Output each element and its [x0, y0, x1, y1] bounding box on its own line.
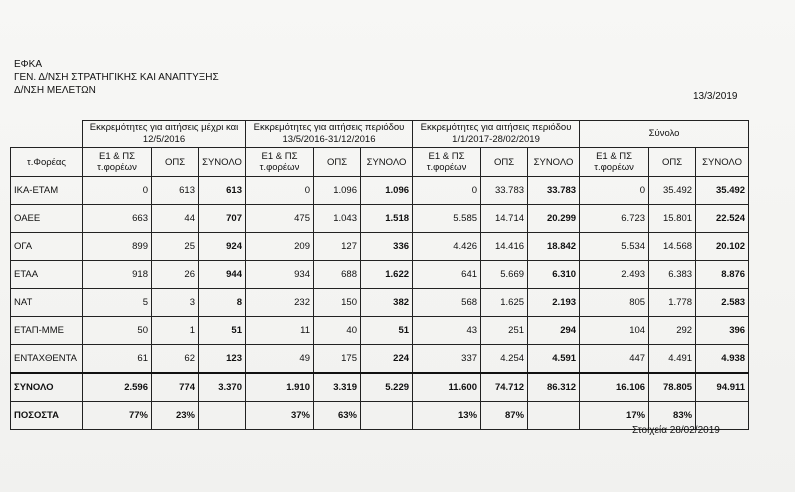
table-cell: 6.723: [580, 205, 649, 233]
directorate: Δ/ΝΣΗ ΜΕΛΕΤΩΝ: [14, 85, 96, 96]
table-cell: 175: [314, 345, 361, 374]
table-cell: 1.096: [361, 177, 413, 205]
table-cell: 0: [83, 177, 152, 205]
table-cell: 613: [152, 177, 199, 205]
column-header: Ε1 & ΠΣ τ.φορέων: [83, 148, 152, 177]
table-cell: 23%: [152, 402, 199, 430]
document-date: 13/3/2019: [693, 91, 738, 102]
table-cell: 774: [152, 373, 199, 402]
table-cell: 805: [580, 289, 649, 317]
table-cell: 63%: [314, 402, 361, 430]
column-header-row: [11, 148, 749, 177]
table-cell: 83%: [649, 402, 696, 430]
table-cell: 2.193: [528, 289, 580, 317]
table-cell: 209: [246, 233, 314, 261]
table-cell: 77%: [83, 402, 152, 430]
table-body: [11, 177, 749, 430]
table-cell: 294: [528, 317, 580, 345]
column-header: Ε1 & ΠΣ τ.φορέων: [413, 148, 481, 177]
table-row: [11, 261, 749, 289]
table-cell: 224: [361, 345, 413, 374]
table-cell: 1.518: [361, 205, 413, 233]
table-cell: 43: [413, 317, 481, 345]
table-row: [11, 317, 749, 345]
table-cell: 447: [580, 345, 649, 374]
table-cell: 6.383: [649, 261, 696, 289]
table-row: [11, 205, 749, 233]
table-cell: 25: [152, 233, 199, 261]
table-cell: 14.568: [649, 233, 696, 261]
table-cell: 87%: [481, 402, 528, 430]
table-cell: 2.583: [696, 289, 749, 317]
table-cell: 3.370: [199, 373, 246, 402]
table-cell: 14.714: [481, 205, 528, 233]
corner-cell: [11, 121, 83, 148]
table-cell: 5.585: [413, 205, 481, 233]
row-label: ΕΤΑΠ-ΜΜΕ: [11, 317, 83, 345]
table-cell: 104: [580, 317, 649, 345]
table-cell: 49: [246, 345, 314, 374]
table-cell: 11.600: [413, 373, 481, 402]
row-label: ΟΑΕΕ: [11, 205, 83, 233]
table-cell: 5.534: [580, 233, 649, 261]
table-cell: 251: [481, 317, 528, 345]
table-cell: [528, 402, 580, 430]
row-label: ΕΤΑΑ: [11, 261, 83, 289]
column-header: ΣΥΝΟΛΟ: [528, 148, 580, 177]
table-cell: 33.783: [481, 177, 528, 205]
data-source-note: Στοιχεία 28/02/2019: [632, 425, 720, 436]
table-row: [11, 345, 749, 374]
column-header: ΟΠΣ: [649, 148, 696, 177]
table-cell: 292: [649, 317, 696, 345]
table-cell: 4.591: [528, 345, 580, 374]
row-label: ΕΝΤΑΧΘΕΝΤΑ: [11, 345, 83, 374]
group-header: Εκκρεμότητες για αιτήσεις περιόδου 1/1/2017-28/02/2019: [413, 121, 580, 148]
table-cell: 86.312: [528, 373, 580, 402]
table-cell: 4.491: [649, 345, 696, 374]
table-cell: 613: [199, 177, 246, 205]
table-cell: 33.783: [528, 177, 580, 205]
table-cell: 18.842: [528, 233, 580, 261]
table-cell: 150: [314, 289, 361, 317]
group-header: Σύνολο: [580, 121, 749, 148]
row-label: ΣΥΝΟΛΟ: [11, 373, 83, 402]
table-cell: 2.493: [580, 261, 649, 289]
table-cell: 934: [246, 261, 314, 289]
column-header: ΟΠΣ: [314, 148, 361, 177]
table-cell: 62: [152, 345, 199, 374]
table-cell: 0: [246, 177, 314, 205]
table-cell: 123: [199, 345, 246, 374]
table-cell: 94.911: [696, 373, 749, 402]
table-cell: 40: [314, 317, 361, 345]
row-label: ΙΚΑ-ΕΤΑΜ: [11, 177, 83, 205]
table-cell: 337: [413, 345, 481, 374]
column-header: ΟΠΣ: [152, 148, 199, 177]
table-cell: 396: [696, 317, 749, 345]
column-header-fund: τ.Φορέας: [11, 148, 83, 177]
table-cell: 74.712: [481, 373, 528, 402]
table-cell: 51: [199, 317, 246, 345]
table-cell: 944: [199, 261, 246, 289]
table-cell: 22.524: [696, 205, 749, 233]
table-cell: 382: [361, 289, 413, 317]
group-header: Εκκρεμότητες για αιτήσεις μέχρι και 12/5/2016: [83, 121, 246, 148]
table-cell: 924: [199, 233, 246, 261]
column-header: ΣΥΝΟΛΟ: [696, 148, 749, 177]
table-cell: 899: [83, 233, 152, 261]
table-cell: 4.938: [696, 345, 749, 374]
table-cell: 13%: [413, 402, 481, 430]
table-cell: 8: [199, 289, 246, 317]
table-cell: 568: [413, 289, 481, 317]
table-cell: 51: [361, 317, 413, 345]
table-row: [11, 233, 749, 261]
table-cell: 17%: [580, 402, 649, 430]
document-header: [14, 58, 219, 97]
column-header: ΣΥΝΟΛΟ: [199, 148, 246, 177]
table-cell: 37%: [246, 402, 314, 430]
table-cell: 35.492: [696, 177, 749, 205]
table-cell: 688: [314, 261, 361, 289]
table-cell: 4.254: [481, 345, 528, 374]
table-cell: 918: [83, 261, 152, 289]
table-cell: 44: [152, 205, 199, 233]
table-cell: 0: [580, 177, 649, 205]
table-cell: 1.625: [481, 289, 528, 317]
row-label: ΠΟΣΟΣΤΑ: [11, 402, 83, 430]
table-cell: 1.778: [649, 289, 696, 317]
table-cell: 5.669: [481, 261, 528, 289]
table-cell: 78.805: [649, 373, 696, 402]
table-cell: 50: [83, 317, 152, 345]
table-cell: 20.299: [528, 205, 580, 233]
table-cell: 3.319: [314, 373, 361, 402]
table-cell: 5.229: [361, 373, 413, 402]
table-row: [11, 289, 749, 317]
table-cell: 6.310: [528, 261, 580, 289]
table-cell: 26: [152, 261, 199, 289]
table-cell: 20.102: [696, 233, 749, 261]
table-cell: 16.106: [580, 373, 649, 402]
table-cell: 35.492: [649, 177, 696, 205]
column-header: ΟΠΣ: [481, 148, 528, 177]
column-header: ΣΥΝΟΛΟ: [361, 148, 413, 177]
table-cell: 232: [246, 289, 314, 317]
table-cell: 1.096: [314, 177, 361, 205]
total-row: [11, 373, 749, 402]
row-label: ΝΑΤ: [11, 289, 83, 317]
table-cell: 127: [314, 233, 361, 261]
table-cell: [361, 402, 413, 430]
table-cell: 14.416: [481, 233, 528, 261]
table-cell: 2.596: [83, 373, 152, 402]
table-cell: 707: [199, 205, 246, 233]
group-header-row: [11, 121, 749, 148]
row-label: ΟΓΑ: [11, 233, 83, 261]
table-cell: 4.426: [413, 233, 481, 261]
table-cell: 3: [152, 289, 199, 317]
pending-applications-table: [10, 120, 749, 430]
table-cell: 0: [413, 177, 481, 205]
table-cell: 475: [246, 205, 314, 233]
table-cell: 8.876: [696, 261, 749, 289]
table-cell: 61: [83, 345, 152, 374]
table-cell: 1.910: [246, 373, 314, 402]
table-cell: 11: [246, 317, 314, 345]
table-row: [11, 177, 749, 205]
group-header: Εκκρεμότητες για αιτήσεις περιόδου 13/5/2016-31/12/2016: [246, 121, 413, 148]
column-header: Ε1 & ΠΣ τ.φορέων: [246, 148, 314, 177]
table-cell: 663: [83, 205, 152, 233]
table-cell: 15.801: [649, 205, 696, 233]
directorate-general: ΓΕΝ. Δ/ΝΣΗ ΣΤΡΑΤΗΓΙΚΗΣ ΚΑΙ ΑΝΑΠΤΥΞΗΣ: [14, 72, 219, 83]
column-header: Ε1 & ΠΣ τ.φορέων: [580, 148, 649, 177]
table-cell: 1.043: [314, 205, 361, 233]
table-cell: 336: [361, 233, 413, 261]
table-cell: 1.622: [361, 261, 413, 289]
table-cell: 641: [413, 261, 481, 289]
table-cell: 5: [83, 289, 152, 317]
table-cell: [199, 402, 246, 430]
table-cell: 1: [152, 317, 199, 345]
org-name: ΕΦΚΑ: [14, 59, 42, 70]
